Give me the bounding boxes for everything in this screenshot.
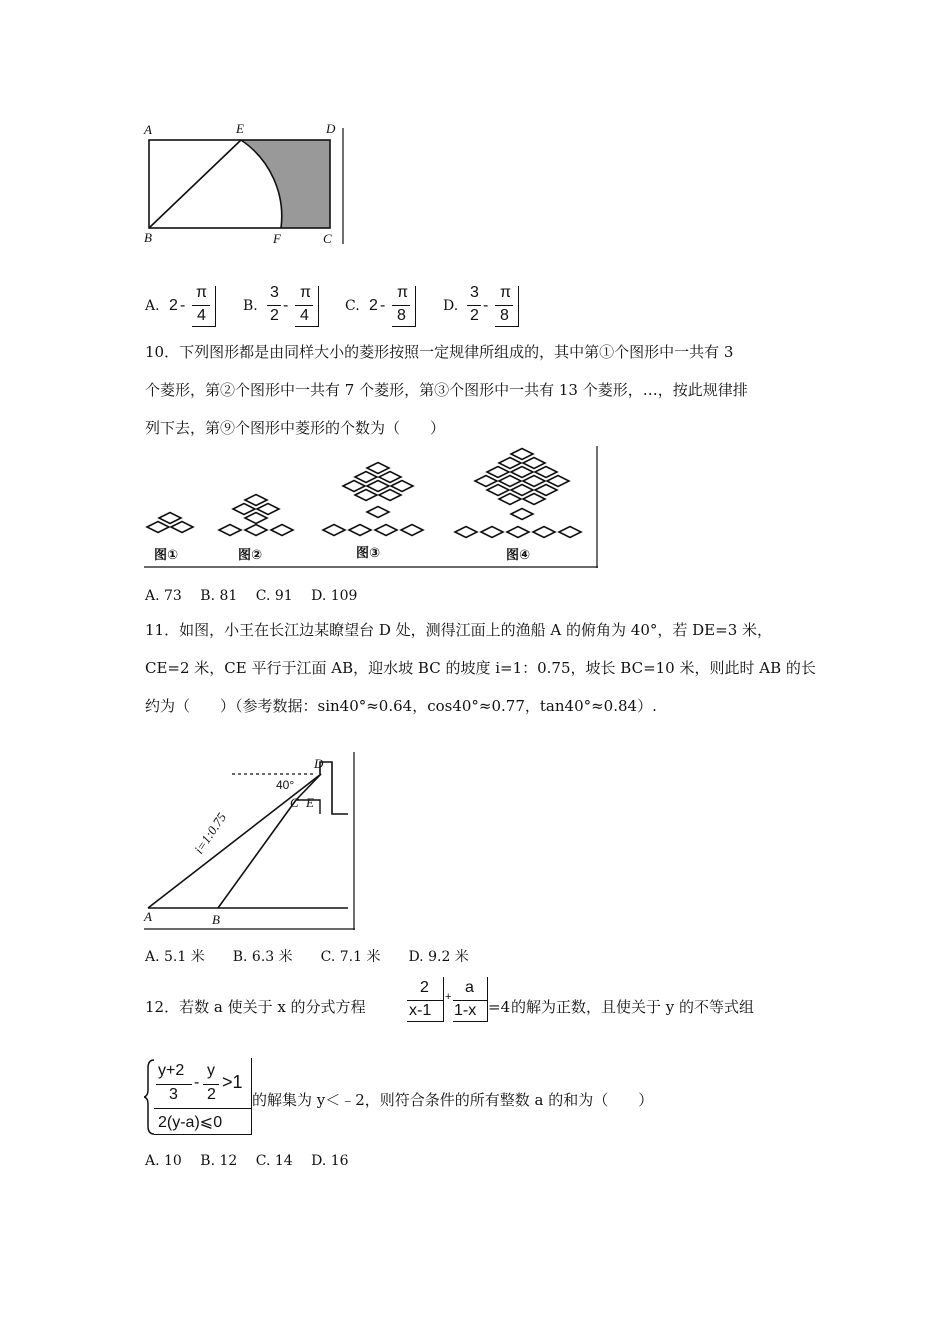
fig-label-1: 图① <box>154 548 179 563</box>
sys-num-2: y <box>207 1062 215 1079</box>
sys-mid-rule <box>154 1108 252 1109</box>
label-c: C <box>290 795 299 810</box>
sys-bar-2 <box>203 1084 219 1085</box>
fig4-rhombus <box>535 485 557 496</box>
fig3-rhombus <box>367 507 389 518</box>
q9-option-a-minus: - <box>180 297 186 314</box>
fig4-rhombus <box>547 476 569 487</box>
q10-line-1: 10．下列图形都是由同样大小的菱形按照一定规律所组成的，其中第①个图形中一共有 3 <box>145 343 734 361</box>
slope-diagram <box>140 752 358 932</box>
q12-options: A. 10 B. 12 C. 14 D. 16 <box>145 1153 349 1169</box>
q9-option-a-letter: A. <box>145 298 160 314</box>
q9-option-d-minus: - <box>483 297 489 314</box>
q9-option-d-bottom <box>495 326 519 327</box>
q9-option-b-num1: 3 <box>270 284 279 301</box>
label-f: F <box>273 231 281 246</box>
label-a: A <box>144 122 152 137</box>
fig4-rhombus <box>475 476 497 487</box>
tower <box>320 762 348 814</box>
fig4-rhombus <box>487 485 509 496</box>
sys-border-bottom <box>154 1134 252 1135</box>
fig4-rhombus <box>481 527 503 538</box>
fig3-rhombus <box>367 463 389 474</box>
q9-option-b-minus: - <box>283 297 289 314</box>
q12-after-system: 的解集为 y＜﹣2，则符合条件的所有整数 a 的和为（ ） <box>252 1091 654 1109</box>
figure-rhombus-patterns <box>140 446 602 570</box>
eq-bar-2 <box>453 1000 487 1001</box>
fig4-rhombus <box>507 527 529 538</box>
eq-num-2: a <box>465 979 474 996</box>
q9-option-b-bottom <box>295 326 319 327</box>
sys-den-1: 3 <box>169 1086 178 1103</box>
fig4-rhombus <box>499 458 521 469</box>
slope-label: i=1:0.75 <box>191 809 230 857</box>
q9-option-c-border <box>415 286 416 326</box>
figure-rectangle-arc <box>140 118 350 248</box>
fig4-rhombus <box>523 476 545 487</box>
q9-option-d-bar <box>495 305 513 306</box>
q12-line-2 <box>142 1056 842 1138</box>
q10-line-2: 个菱形，第②个图形中一共有 7 个菱形，第③个图形中一共有 13 个菱形，…，按此规律排 <box>145 381 748 399</box>
fig-label-3: 图③ <box>356 546 381 561</box>
q10-options: A. 73 B. 81 C. 91 D. 109 <box>145 588 358 604</box>
shaded-region <box>241 140 330 228</box>
q9-options <box>145 282 565 330</box>
eq-den-1: x-1 <box>409 1002 432 1019</box>
fig-label-4: 图④ <box>506 548 531 563</box>
q12-tail: 的解为正数，且使关于 y 的不等式组 <box>511 998 755 1016</box>
fig3-rhombus <box>375 525 397 536</box>
fig3-rhombus <box>379 472 401 483</box>
label-e: E <box>306 795 314 810</box>
q9-option-b-bar1 <box>267 305 281 306</box>
fig3-rhombus <box>379 490 401 501</box>
sys-den-2: 2 <box>207 1086 216 1103</box>
q9-option-d-den1: 2 <box>470 307 479 324</box>
fig2-rhombus <box>245 513 267 524</box>
q12-lead: 12．若数 a 使关于 x 的分式方程 <box>145 998 366 1016</box>
fig2-rhombus <box>245 495 267 506</box>
q9-option-d-num: π <box>500 284 512 301</box>
fig4-rhombus <box>559 527 581 538</box>
label-d: D <box>326 121 336 136</box>
eq-bar-1 <box>407 1000 443 1001</box>
fig4-rhombus <box>523 458 545 469</box>
fig4-rhombus <box>499 476 521 487</box>
fig4-rhombus <box>523 494 545 505</box>
label-c: C <box>323 231 332 246</box>
q11-line-1: 11．如图，小王在长江边某瞭望台 D 处，测得江面上的渔船 A 的俯角为 40°，若 DE=3 米， <box>145 621 773 639</box>
q11-line-3: 约为（ ）（参考数据：sin40°≈0.64，cos40°≈0.77，tan40°≈0.84）. <box>145 697 657 715</box>
fig4-rhombus <box>455 527 477 538</box>
q9-option-c-letter: C. <box>345 298 360 314</box>
fig4-rhombus <box>511 509 533 520</box>
q11-options: A. 5.1 米 B. 6.3 米 C. 7.1 米 D. 9.2 米 <box>145 949 469 965</box>
label-d: D <box>314 756 324 771</box>
line-bc <box>218 800 296 908</box>
q9-option-c-bottom <box>392 326 416 327</box>
fig4-rhombus <box>511 449 533 460</box>
label-b: B <box>144 230 152 245</box>
q9-option-a-border <box>215 286 216 326</box>
fig2-rhombus <box>233 504 255 515</box>
eq-num-1: 2 <box>420 979 429 996</box>
q9-option-c-int: 2 <box>369 297 378 314</box>
fig2-rhombus <box>245 525 267 536</box>
figure-slope <box>140 752 358 932</box>
q9-option-d-den: 8 <box>500 307 509 324</box>
angle-label: 40° <box>276 778 295 792</box>
fig-label-2: 图② <box>238 548 263 563</box>
q9-option-a-den: 4 <box>197 307 206 324</box>
q9-option-a-bottom <box>192 326 216 327</box>
q9-option-d-num1: 3 <box>470 284 479 301</box>
q9-option-b-letter: B. <box>243 298 258 314</box>
q12-line-1 <box>145 975 845 1035</box>
fig3-rhombus <box>349 525 371 536</box>
q9-option-c-bar <box>392 305 410 306</box>
fig3-rhombus <box>355 472 377 483</box>
eq-den-2: 1-x <box>454 1002 477 1019</box>
q9-option-b-num: π <box>300 284 312 301</box>
q9-option-b-border <box>318 286 319 326</box>
label-a: A <box>144 909 152 924</box>
label-b: B <box>212 912 220 927</box>
fig1-rhombus <box>147 522 169 533</box>
fig2-rhombus <box>271 525 293 536</box>
fig3-rhombus <box>367 481 389 492</box>
q9-option-d-border <box>518 286 519 326</box>
fig4-rhombus <box>535 467 557 478</box>
q9-option-a-int: 2 <box>169 297 178 314</box>
q9-option-c-num: π <box>397 284 409 301</box>
q9-option-b-bar <box>295 305 313 306</box>
q9-option-d-letter: D. <box>443 298 459 314</box>
sys-minus: - <box>194 1074 200 1091</box>
fig1-rhombus <box>159 513 181 524</box>
q9-option-c-den: 8 <box>397 307 406 324</box>
q10-line-3: 列下去，第⑨个图形中菱形的个数为（ ） <box>145 419 446 437</box>
eq-bottom-2 <box>453 1021 488 1022</box>
fig4-rhombus <box>487 467 509 478</box>
eq-bottom-1 <box>407 1021 444 1022</box>
sys-num-1: y+2 <box>158 1062 185 1079</box>
sys-bar-1 <box>156 1084 192 1085</box>
fig3-rhombus <box>391 481 413 492</box>
q9-option-c-minus: - <box>380 297 386 314</box>
rectangle-arc-diagram <box>140 118 350 248</box>
eq-rhs: =4 <box>488 998 511 1016</box>
q9-option-d-bar1 <box>467 305 481 306</box>
eq-border-1 <box>443 977 444 1021</box>
q11-line-2: CE=2 米，CE 平行于江面 AB，迎水坡 BC 的坡度 i=1：0.75，坡长 BC=10 米，则此时 AB 的长 <box>145 659 816 677</box>
fig4-rhombus <box>511 467 533 478</box>
fig1-rhombus <box>171 522 193 533</box>
segment-be <box>149 140 241 228</box>
label-e: E <box>236 121 244 136</box>
fig3-rhombus <box>401 525 423 536</box>
fig3-rhombus <box>343 481 365 492</box>
fig2-rhombus <box>257 504 279 515</box>
system-brace <box>144 1058 156 1136</box>
q9-option-a-bar <box>192 305 210 306</box>
fig4-rhombus <box>511 485 533 496</box>
fig3-rhombus <box>355 490 377 501</box>
q9-option-a-num: π <box>196 284 208 301</box>
q9-option-b-den: 4 <box>300 307 309 324</box>
sys-gt: >1 <box>222 1072 243 1092</box>
eq-plus: + <box>445 991 452 1003</box>
sys-line-2: 2(y-a)⩽0 <box>158 1114 223 1131</box>
fig3-rhombus <box>323 525 345 536</box>
fig4-rhombus <box>533 527 555 538</box>
fig4-rhombus <box>499 494 521 505</box>
q9-option-b-den1: 2 <box>270 307 279 324</box>
fig2-rhombus <box>219 525 241 536</box>
